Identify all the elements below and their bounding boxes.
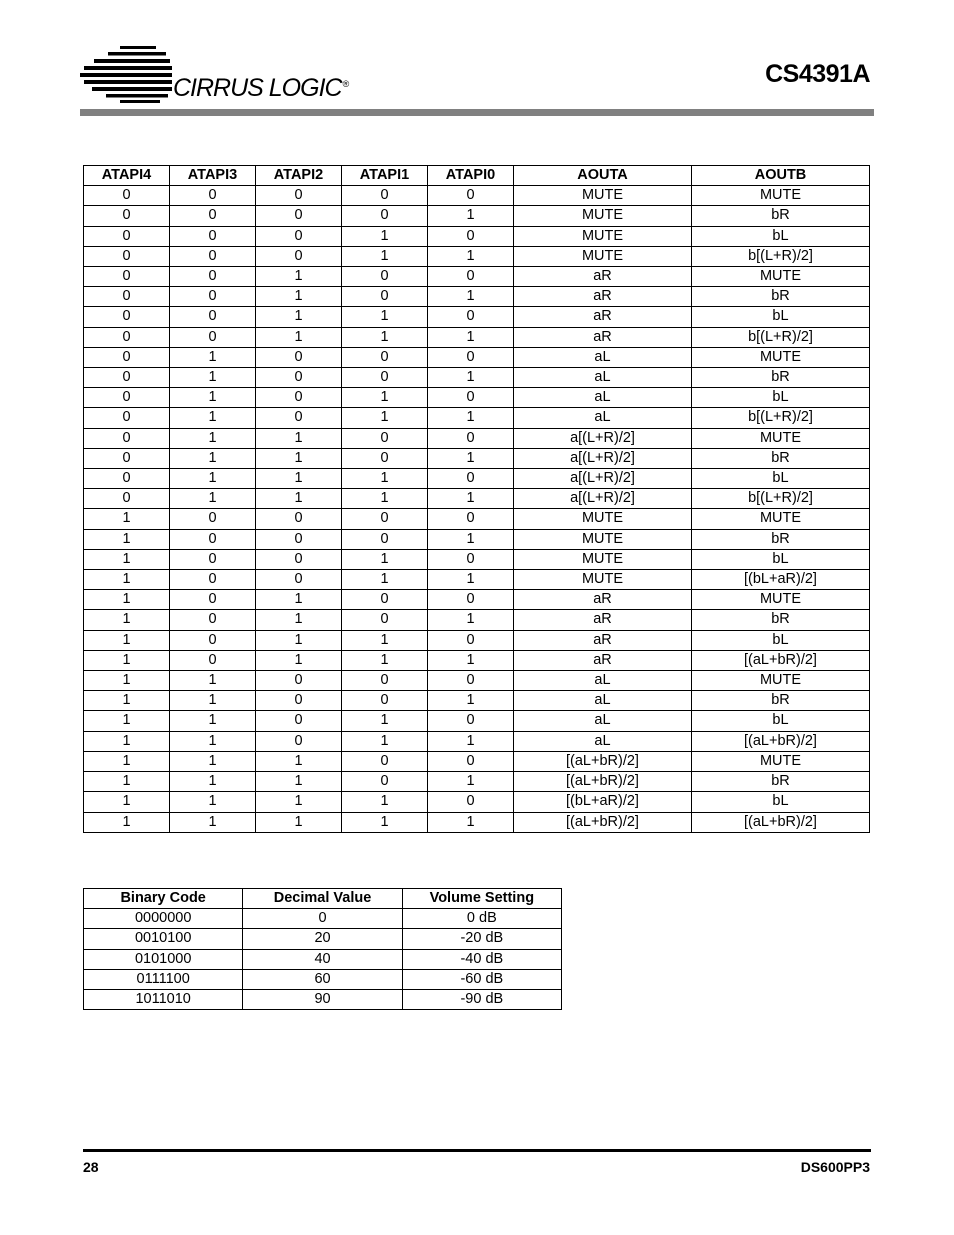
table-cell: 1	[428, 529, 514, 549]
table-cell: MUTE	[514, 226, 692, 246]
table-cell: 0	[170, 610, 256, 630]
column-header: Volume Setting	[402, 889, 561, 909]
table-row	[84, 812, 870, 832]
table-cell: MUTE	[514, 570, 692, 590]
table-cell: 1	[342, 246, 428, 266]
table-cell: aR	[514, 630, 692, 650]
part-number: CS4391A	[765, 60, 870, 88]
table-cell: 0	[84, 246, 170, 266]
table-cell: 1	[428, 731, 514, 751]
table-cell: bR	[692, 206, 870, 226]
table-cell: 1	[84, 549, 170, 569]
table-cell: 1	[428, 610, 514, 630]
table-cell: b[(L+R)/2]	[692, 327, 870, 347]
table-cell: 0	[84, 226, 170, 246]
table-row	[84, 246, 870, 266]
table-cell: 0	[342, 610, 428, 630]
page-number: 28	[83, 1159, 99, 1175]
table-cell: 1	[342, 469, 428, 489]
table-row	[84, 909, 562, 929]
table-cell: 0	[170, 549, 256, 569]
table-cell: 1	[170, 711, 256, 731]
table-cell: 0	[170, 327, 256, 347]
table-row	[84, 969, 562, 989]
column-header: ATAPI3	[170, 166, 256, 186]
table-row	[84, 751, 870, 771]
table-cell: 0	[170, 307, 256, 327]
table-row	[84, 671, 870, 691]
table-cell: 1	[342, 812, 428, 832]
table-row	[84, 307, 870, 327]
table-cell: MUTE	[692, 509, 870, 529]
table-cell: 0	[342, 448, 428, 468]
table-cell: 1011010	[84, 990, 243, 1010]
table-cell: 0	[256, 347, 342, 367]
table-cell: 40	[243, 949, 402, 969]
column-header: Binary Code	[84, 889, 243, 909]
table-cell: 0	[84, 287, 170, 307]
table-cell: 0	[84, 388, 170, 408]
table-cell: 1	[256, 630, 342, 650]
table-cell: 0	[428, 428, 514, 448]
table-cell: 1	[342, 630, 428, 650]
table-cell: 1	[342, 650, 428, 670]
table-row	[84, 347, 870, 367]
table-cell: MUTE	[692, 347, 870, 367]
table-cell: 0	[84, 428, 170, 448]
cirrus-logo-icon	[80, 44, 180, 104]
table-cell: 1	[170, 792, 256, 812]
table-cell: 0	[170, 287, 256, 307]
table-row	[84, 206, 870, 226]
table-cell: 1	[84, 772, 170, 792]
table-cell: 1	[428, 570, 514, 590]
table-cell: [(bL+aR)/2]	[514, 792, 692, 812]
table-row	[84, 489, 870, 509]
table-row	[84, 529, 870, 549]
table-cell: 1	[84, 590, 170, 610]
table-cell: 1	[256, 448, 342, 468]
table-cell: MUTE	[692, 267, 870, 287]
table-cell: 0	[84, 206, 170, 226]
table-cell: 1	[428, 489, 514, 509]
table-cell: 1	[84, 751, 170, 771]
table-cell: 1	[170, 347, 256, 367]
footer-rule	[83, 1149, 871, 1152]
table-cell: bL	[692, 792, 870, 812]
table-cell: 1	[170, 489, 256, 509]
table-cell: MUTE	[514, 206, 692, 226]
logo-wordmark: CIRRUS LOGIC®	[173, 74, 349, 102]
table-cell: 1	[256, 751, 342, 771]
table-cell: 1	[428, 327, 514, 347]
table-cell: 0	[84, 347, 170, 367]
table-row	[84, 327, 870, 347]
table-cell: 0	[256, 549, 342, 569]
table-cell: aL	[514, 408, 692, 428]
table-cell: 0010100	[84, 929, 243, 949]
table-cell: aL	[514, 368, 692, 388]
table-cell: 0	[428, 509, 514, 529]
table-cell: 0	[84, 489, 170, 509]
table-cell: 0	[342, 267, 428, 287]
table-cell: 1	[428, 408, 514, 428]
table-cell: 0	[342, 186, 428, 206]
table-cell: 1	[342, 408, 428, 428]
table-row	[84, 287, 870, 307]
table-cell: 1	[84, 610, 170, 630]
table-cell: 1	[170, 408, 256, 428]
table-cell: 0	[170, 246, 256, 266]
table-cell: aL	[514, 347, 692, 367]
table-cell: aL	[514, 711, 692, 731]
table-cell: bR	[692, 529, 870, 549]
table-cell: bL	[692, 549, 870, 569]
table-cell: 1	[84, 691, 170, 711]
table-row	[84, 990, 562, 1010]
table-cell: 1	[170, 388, 256, 408]
table-cell: aR	[514, 327, 692, 347]
table-cell: 1	[256, 267, 342, 287]
table-cell: a[(L+R)/2]	[514, 469, 692, 489]
table-cell: 1	[256, 469, 342, 489]
table-cell: [(aL+bR)/2]	[514, 812, 692, 832]
table-row	[84, 731, 870, 751]
table-row	[84, 549, 870, 569]
table-cell: 0	[84, 307, 170, 327]
table-cell: 1	[170, 448, 256, 468]
table-row	[84, 691, 870, 711]
table-cell: 0101000	[84, 949, 243, 969]
table-cell: a[(L+R)/2]	[514, 489, 692, 509]
table-cell: 0	[256, 671, 342, 691]
table-cell: 0	[428, 469, 514, 489]
table-cell: 0	[256, 206, 342, 226]
table-cell: -40 dB	[402, 949, 561, 969]
cirrus-logic-logo	[80, 44, 349, 106]
table-cell: 20	[243, 929, 402, 949]
table-cell: 0	[170, 650, 256, 670]
table-cell: 0	[428, 226, 514, 246]
table-cell: MUTE	[514, 529, 692, 549]
table-cell: 0	[256, 731, 342, 751]
table-cell: 1	[84, 812, 170, 832]
table-cell: 1	[342, 307, 428, 327]
table-cell: b[(L+R)/2]	[692, 408, 870, 428]
table-cell: 0	[342, 287, 428, 307]
table-row	[84, 469, 870, 489]
table-cell: MUTE	[692, 671, 870, 691]
table-cell: 1	[428, 650, 514, 670]
table-cell: aL	[514, 731, 692, 751]
table-cell: MUTE	[514, 246, 692, 266]
table-cell: aR	[514, 610, 692, 630]
table-cell: 1	[428, 812, 514, 832]
table-row	[84, 448, 870, 468]
table-cell: bL	[692, 630, 870, 650]
table-cell: 1	[342, 226, 428, 246]
table-cell: 1	[84, 711, 170, 731]
table-cell: 0111100	[84, 969, 243, 989]
table-row	[84, 711, 870, 731]
table-cell: 0	[170, 529, 256, 549]
table-cell: MUTE	[514, 186, 692, 206]
table-cell: 0	[170, 206, 256, 226]
table-cell: 0	[428, 347, 514, 367]
table-cell: bR	[692, 448, 870, 468]
table-cell: 1	[84, 650, 170, 670]
table-cell: 0	[428, 388, 514, 408]
table-row	[84, 368, 870, 388]
table-cell: a[(L+R)/2]	[514, 428, 692, 448]
table-cell: 1	[256, 489, 342, 509]
table-cell: 1	[256, 772, 342, 792]
column-header: ATAPI0	[428, 166, 514, 186]
table-cell: 0	[84, 408, 170, 428]
table-cell: aR	[514, 267, 692, 287]
column-header: AOUTB	[692, 166, 870, 186]
table-cell: 0	[256, 408, 342, 428]
table-cell: 1	[170, 772, 256, 792]
table-cell: [(aL+bR)/2]	[692, 650, 870, 670]
table-cell: 0	[256, 711, 342, 731]
table-cell: MUTE	[692, 751, 870, 771]
table-cell: a[(L+R)/2]	[514, 448, 692, 468]
table-cell: 1	[170, 731, 256, 751]
table-cell: 0	[342, 772, 428, 792]
table-cell: bL	[692, 388, 870, 408]
table-cell: 1	[342, 570, 428, 590]
table-cell: 1	[342, 731, 428, 751]
table-cell: 1	[256, 287, 342, 307]
table-cell: 0	[428, 267, 514, 287]
column-header: ATAPI1	[342, 166, 428, 186]
table-cell: 1	[256, 610, 342, 630]
table-cell: aL	[514, 671, 692, 691]
table-cell: 1	[84, 792, 170, 812]
table-cell: 0	[256, 509, 342, 529]
table-cell: 1	[256, 812, 342, 832]
table-row	[84, 226, 870, 246]
table-cell: [(aL+bR)/2]	[692, 812, 870, 832]
table-cell: 0	[428, 792, 514, 812]
table-row	[84, 428, 870, 448]
table-cell: 0	[84, 469, 170, 489]
table-cell: bL	[692, 711, 870, 731]
table-cell: -60 dB	[402, 969, 561, 989]
table-cell: 0	[342, 529, 428, 549]
table-cell: 1	[428, 206, 514, 226]
table-cell: 0	[170, 590, 256, 610]
table-cell: 0	[256, 388, 342, 408]
table-cell: 90	[243, 990, 402, 1010]
volume-setting-table	[83, 888, 562, 1010]
table-row	[84, 949, 562, 969]
table-cell: 0	[84, 327, 170, 347]
table-row	[84, 570, 870, 590]
table-cell: bL	[692, 307, 870, 327]
table-row	[84, 186, 870, 206]
table-cell: 1	[342, 388, 428, 408]
table-cell: 1	[256, 792, 342, 812]
table-cell: 0	[428, 549, 514, 569]
table-cell: 0000000	[84, 909, 243, 929]
table-cell: b[(L+R)/2]	[692, 489, 870, 509]
table-cell: bR	[692, 691, 870, 711]
table-cell: MUTE	[514, 549, 692, 569]
table-cell: 1	[84, 529, 170, 549]
table-cell: 1	[170, 691, 256, 711]
table-cell: aR	[514, 590, 692, 610]
table-cell: 0	[428, 751, 514, 771]
table-cell: 0	[256, 529, 342, 549]
table-cell: [(aL+bR)/2]	[514, 751, 692, 771]
table-cell: 0	[342, 590, 428, 610]
table-cell: bR	[692, 772, 870, 792]
table-row	[84, 792, 870, 812]
table-cell: 1	[170, 812, 256, 832]
table-cell: 1	[428, 287, 514, 307]
table-cell: bR	[692, 287, 870, 307]
table-cell: bR	[692, 368, 870, 388]
table-cell: 0	[428, 186, 514, 206]
table-cell: 1	[256, 327, 342, 347]
table-cell: aR	[514, 287, 692, 307]
table-cell: 1	[428, 691, 514, 711]
table-cell: -20 dB	[402, 929, 561, 949]
table-cell: 1	[256, 428, 342, 448]
table-cell: [(aL+bR)/2]	[514, 772, 692, 792]
table-cell: 1	[84, 671, 170, 691]
table-cell: 1	[342, 489, 428, 509]
table-cell: 0	[84, 186, 170, 206]
table-cell: 1	[84, 570, 170, 590]
table-cell: bR	[692, 610, 870, 630]
table-cell: 0	[342, 691, 428, 711]
table-cell: 0	[428, 590, 514, 610]
table-cell: bL	[692, 469, 870, 489]
table-cell: b[(L+R)/2]	[692, 246, 870, 266]
document-id: DS600PP3	[800, 1159, 870, 1175]
table-cell: 0	[256, 368, 342, 388]
table-row	[84, 610, 870, 630]
table-cell: 1	[342, 327, 428, 347]
table-cell: 0	[428, 307, 514, 327]
table-cell: 0 dB	[402, 909, 561, 929]
table-cell: 1	[84, 630, 170, 650]
table-cell: 0	[170, 267, 256, 287]
table-cell: 0	[256, 691, 342, 711]
table-cell: [(aL+bR)/2]	[692, 731, 870, 751]
table-cell: aR	[514, 650, 692, 670]
table-cell: aL	[514, 388, 692, 408]
column-header: ATAPI2	[256, 166, 342, 186]
table-cell: 0	[342, 347, 428, 367]
table-cell: 1	[428, 448, 514, 468]
table-cell: aL	[514, 691, 692, 711]
table-cell: 1	[428, 368, 514, 388]
table-cell: MUTE	[692, 590, 870, 610]
table-cell: 1	[170, 368, 256, 388]
table-cell: 1	[256, 307, 342, 327]
table-cell: 0	[170, 186, 256, 206]
table-cell: 1	[256, 590, 342, 610]
table-cell: 1	[256, 650, 342, 670]
table-row	[84, 509, 870, 529]
table-cell: 0	[256, 246, 342, 266]
column-header: ATAPI4	[84, 166, 170, 186]
column-header: Decimal Value	[243, 889, 402, 909]
table-cell: [(bL+aR)/2]	[692, 570, 870, 590]
table-row	[84, 388, 870, 408]
table-cell: 0	[342, 509, 428, 529]
header-rule	[80, 109, 874, 116]
table-cell: 0	[170, 630, 256, 650]
table-cell: 1	[342, 792, 428, 812]
table-cell: 1	[170, 751, 256, 771]
table-cell: 60	[243, 969, 402, 989]
table-cell: 1	[428, 246, 514, 266]
table-row	[84, 630, 870, 650]
table-cell: MUTE	[692, 186, 870, 206]
table-cell: 0	[428, 711, 514, 731]
table-cell: 0	[84, 267, 170, 287]
table-cell: 0	[428, 671, 514, 691]
table-cell: 1	[84, 509, 170, 529]
table-row	[84, 929, 562, 949]
table-cell: aR	[514, 307, 692, 327]
table-cell: 1	[342, 711, 428, 731]
table-cell: 0	[170, 570, 256, 590]
table-row	[84, 590, 870, 610]
table-cell: 1	[170, 469, 256, 489]
table-row	[84, 267, 870, 287]
table-cell: 1	[428, 772, 514, 792]
table-row	[84, 772, 870, 792]
table-cell: -90 dB	[402, 990, 561, 1010]
table-cell: 0	[342, 206, 428, 226]
table-cell: 1	[342, 549, 428, 569]
table-cell: MUTE	[692, 428, 870, 448]
table-cell: 0	[170, 226, 256, 246]
table-cell: 0	[342, 751, 428, 771]
table-cell: 0	[342, 428, 428, 448]
table-cell: 1	[84, 731, 170, 751]
table-row	[84, 650, 870, 670]
table-header-row	[84, 166, 870, 186]
atapi-channel-mixing-table	[83, 165, 870, 833]
table-cell: MUTE	[514, 509, 692, 529]
table-row	[84, 408, 870, 428]
column-header: AOUTA	[514, 166, 692, 186]
table-cell: 0	[84, 368, 170, 388]
table-cell: bL	[692, 226, 870, 246]
table-cell: 0	[170, 509, 256, 529]
table-cell: 0	[342, 368, 428, 388]
table-cell: 0	[256, 186, 342, 206]
table-cell: 0	[256, 570, 342, 590]
table-cell: 0	[342, 671, 428, 691]
table-cell: 0	[428, 630, 514, 650]
table-cell: 1	[170, 671, 256, 691]
table-header-row	[84, 889, 562, 909]
table-cell: 0	[84, 448, 170, 468]
table-cell: 0	[243, 909, 402, 929]
table-cell: 0	[256, 226, 342, 246]
table-cell: 1	[170, 428, 256, 448]
